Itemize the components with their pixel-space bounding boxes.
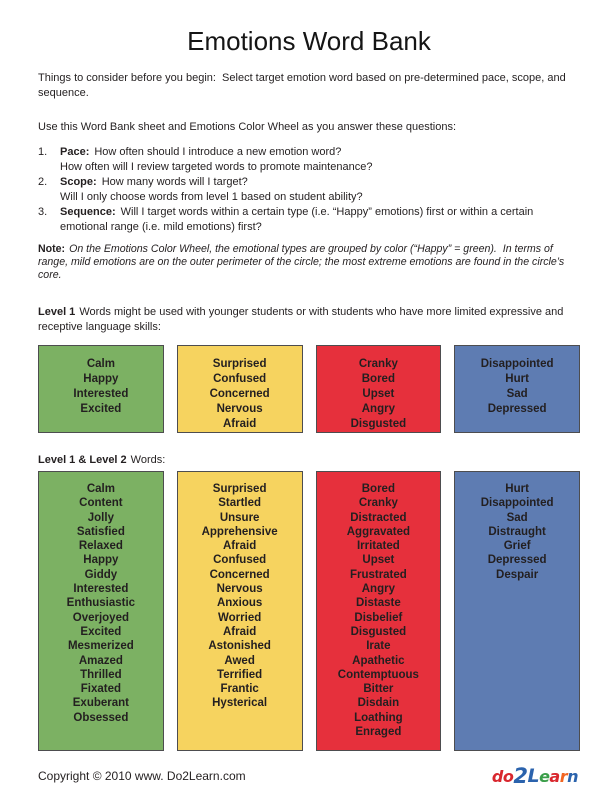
emotion-word: Frantic bbox=[220, 683, 259, 696]
emotion-word: Angry bbox=[361, 583, 395, 596]
emotion-word: Irate bbox=[366, 640, 391, 653]
level2-heading bbox=[38, 453, 580, 468]
emotion-word: Disgusted bbox=[350, 625, 407, 638]
emotion-word: Worried bbox=[218, 611, 262, 624]
question-body bbox=[60, 145, 372, 175]
emotion-word: Awed bbox=[224, 654, 255, 667]
emotion-word: Depressed bbox=[487, 554, 547, 567]
emotion-word: Angry bbox=[361, 403, 395, 415]
emotion-word: Jolly bbox=[87, 511, 114, 524]
emotion-word: Exuberant bbox=[72, 697, 129, 710]
emotion-word: Obsessed bbox=[73, 711, 129, 724]
emotion-word: Interested bbox=[73, 388, 129, 400]
emotion-word: Disgusted bbox=[350, 418, 407, 430]
emotion-word: Contemptuous bbox=[337, 668, 419, 681]
question-number: 3. bbox=[38, 206, 48, 218]
page-footer bbox=[38, 765, 580, 786]
emotion-word: Satisfied bbox=[76, 525, 125, 538]
emotion-word: Calm bbox=[86, 358, 115, 370]
emotion-word: Apathetic bbox=[352, 654, 405, 667]
emotion-word: Upset bbox=[362, 388, 395, 400]
note-text: On the Emotions Color Wheel, the emotional types are grouped by color (“Happy” = green). In terms of range, mild emotions are on the outer perimeter of the circle; the most extreme emotions are found in the circle’s core. bbox=[38, 243, 568, 281]
emotion-word: Disappointed bbox=[480, 497, 554, 510]
emotion-word: Afraid bbox=[223, 540, 257, 553]
emotion-word: Content bbox=[79, 497, 123, 510]
emotion-word: Hysterical bbox=[212, 697, 268, 710]
question-body bbox=[60, 205, 580, 235]
level1-boxes-row bbox=[38, 345, 580, 431]
emotion-word: Enraged bbox=[355, 726, 402, 739]
emotion-word: Nervous bbox=[216, 403, 263, 415]
emotion-word: Confused bbox=[213, 554, 267, 567]
emotion-word: Relaxed bbox=[78, 540, 123, 553]
emotion-word: Surprised bbox=[212, 483, 267, 495]
emotion-word: Cranky bbox=[358, 497, 398, 510]
logo-letter: o bbox=[502, 767, 514, 786]
emotion-word: Nervous bbox=[216, 583, 263, 596]
level2-box-blue-sad bbox=[454, 471, 580, 751]
emotion-word: Bitter bbox=[363, 683, 394, 696]
emotion-word: Upset bbox=[362, 554, 395, 567]
emotion-word: Disappointed bbox=[480, 358, 554, 370]
emotion-word: Enthusiastic bbox=[66, 597, 136, 610]
question-term: Pace: bbox=[60, 146, 90, 158]
level1-heading-text: Words might be used with younger students or with students who have more limited expressive and receptive language skills: bbox=[38, 306, 564, 333]
emotion-word: Happy bbox=[83, 373, 119, 385]
emotion-word: Disdain bbox=[357, 697, 400, 710]
logo-letter: L bbox=[527, 765, 540, 787]
emotion-word: Startled bbox=[218, 497, 262, 510]
emotion-word: Distracted bbox=[350, 511, 407, 524]
page-title: Emotions Word Bank bbox=[187, 26, 431, 56]
question-text: How many words will I target? bbox=[101, 176, 248, 188]
level1-box-yellow-afraid bbox=[177, 345, 303, 433]
question-item-scope bbox=[38, 175, 580, 205]
emotion-word: Thrilled bbox=[80, 668, 122, 681]
emotion-word: Hurt bbox=[505, 483, 529, 495]
emotion-word: Mesmerized bbox=[67, 640, 134, 653]
emotion-word: Excited bbox=[80, 625, 122, 638]
emotion-word: Disbelief bbox=[354, 611, 403, 624]
questions-list bbox=[38, 145, 580, 235]
intro-paragraph: Things to consider before you begin: Select target emotion word based on pre-determined pace, scope, and sequence. bbox=[38, 72, 569, 99]
emotion-word: Despair bbox=[496, 568, 539, 581]
logo-letter: 2 bbox=[513, 764, 528, 788]
logo-letter: n bbox=[567, 767, 578, 786]
level2-boxes-row bbox=[38, 471, 580, 751]
level1-box-red-angry bbox=[316, 345, 442, 433]
emotion-word: Fixated bbox=[80, 683, 121, 696]
emotion-word: Afraid bbox=[223, 418, 257, 430]
emotion-word: Terrified bbox=[217, 668, 263, 681]
question-text: How often should I introduce a new emotion word? bbox=[94, 146, 342, 158]
emotion-word: Apprehensive bbox=[201, 525, 278, 538]
question-number: 1. bbox=[38, 146, 48, 158]
logo-letter: a bbox=[549, 767, 560, 786]
emotion-word: Astonished bbox=[208, 640, 271, 653]
emotion-word: Afraid bbox=[223, 625, 257, 638]
do2learn-logo bbox=[492, 765, 580, 786]
use-instructions: Use this Word Bank sheet and Emotions Color Wheel as you answer these questions: bbox=[38, 121, 457, 133]
emotion-word: Excited bbox=[80, 403, 122, 415]
level2-heading-label: Level 1 & Level 2 bbox=[38, 454, 127, 466]
emotion-word: Amazed bbox=[78, 654, 123, 667]
question-term: Scope: bbox=[60, 176, 97, 188]
level1-box-green-happy bbox=[38, 345, 164, 433]
copyright-text: Copyright © 2010 www. Do2Learn.com bbox=[38, 768, 246, 783]
emotion-word: Giddy bbox=[84, 568, 118, 581]
emotion-word: Loathing bbox=[354, 711, 403, 724]
note-label: Note: bbox=[38, 243, 66, 255]
emotion-word: Surprised bbox=[212, 358, 267, 370]
logo-letter: r bbox=[559, 767, 568, 786]
question-number: 2. bbox=[38, 176, 48, 188]
logo-letter: d bbox=[491, 767, 503, 786]
emotion-word: Calm bbox=[86, 483, 115, 495]
emotion-word: Confused bbox=[213, 373, 267, 385]
note-paragraph bbox=[38, 243, 580, 282]
question-item-sequence bbox=[38, 205, 580, 235]
emotion-word: Happy bbox=[83, 554, 119, 567]
question-text-line2: How often will I review targeted words to promote maintenance? bbox=[60, 161, 373, 173]
emotion-word: Anxious bbox=[216, 597, 263, 610]
emotion-word: Irritated bbox=[356, 540, 400, 553]
level2-box-red-angry bbox=[316, 471, 442, 751]
emotion-word: Aggravated bbox=[346, 525, 411, 538]
question-item-pace bbox=[38, 145, 580, 175]
level1-box-blue-sad bbox=[454, 345, 580, 433]
emotion-word: Grief bbox=[503, 540, 531, 553]
emotion-word: Hurt bbox=[505, 373, 529, 385]
emotion-word: Depressed bbox=[487, 403, 547, 415]
emotion-word: Overjoyed bbox=[72, 611, 129, 624]
level2-heading-text: Words: bbox=[130, 454, 166, 466]
emotion-word: Bored bbox=[361, 483, 395, 495]
emotion-word: Interested bbox=[73, 583, 129, 596]
emotion-word: Bored bbox=[361, 373, 395, 385]
level2-box-green-happy bbox=[38, 471, 164, 751]
level1-heading-label: Level 1 bbox=[38, 306, 76, 318]
question-body bbox=[60, 175, 363, 205]
emotion-word: Concerned bbox=[209, 388, 270, 400]
emotion-word: Frustrated bbox=[349, 568, 407, 581]
question-text: Will I target words within a certain type (i.e. “Happy” emotions) first or within a certain emotional range (i.e. mild emotions) first? bbox=[60, 206, 537, 233]
question-term: Sequence: bbox=[60, 206, 116, 218]
logo-letter: e bbox=[539, 767, 550, 786]
emotion-word: Sad bbox=[506, 388, 528, 400]
level1-heading bbox=[38, 305, 580, 335]
question-text-line2: Will I only choose words from level 1 based on student ability? bbox=[60, 191, 363, 203]
emotion-word: Concerned bbox=[209, 568, 270, 581]
emotion-word: Unsure bbox=[219, 511, 260, 524]
emotion-word: Sad bbox=[506, 511, 528, 524]
emotion-word: Distraught bbox=[488, 525, 546, 538]
level2-box-yellow-afraid bbox=[177, 471, 303, 751]
emotion-word: Cranky bbox=[358, 358, 398, 370]
emotion-word: Distaste bbox=[356, 597, 401, 610]
